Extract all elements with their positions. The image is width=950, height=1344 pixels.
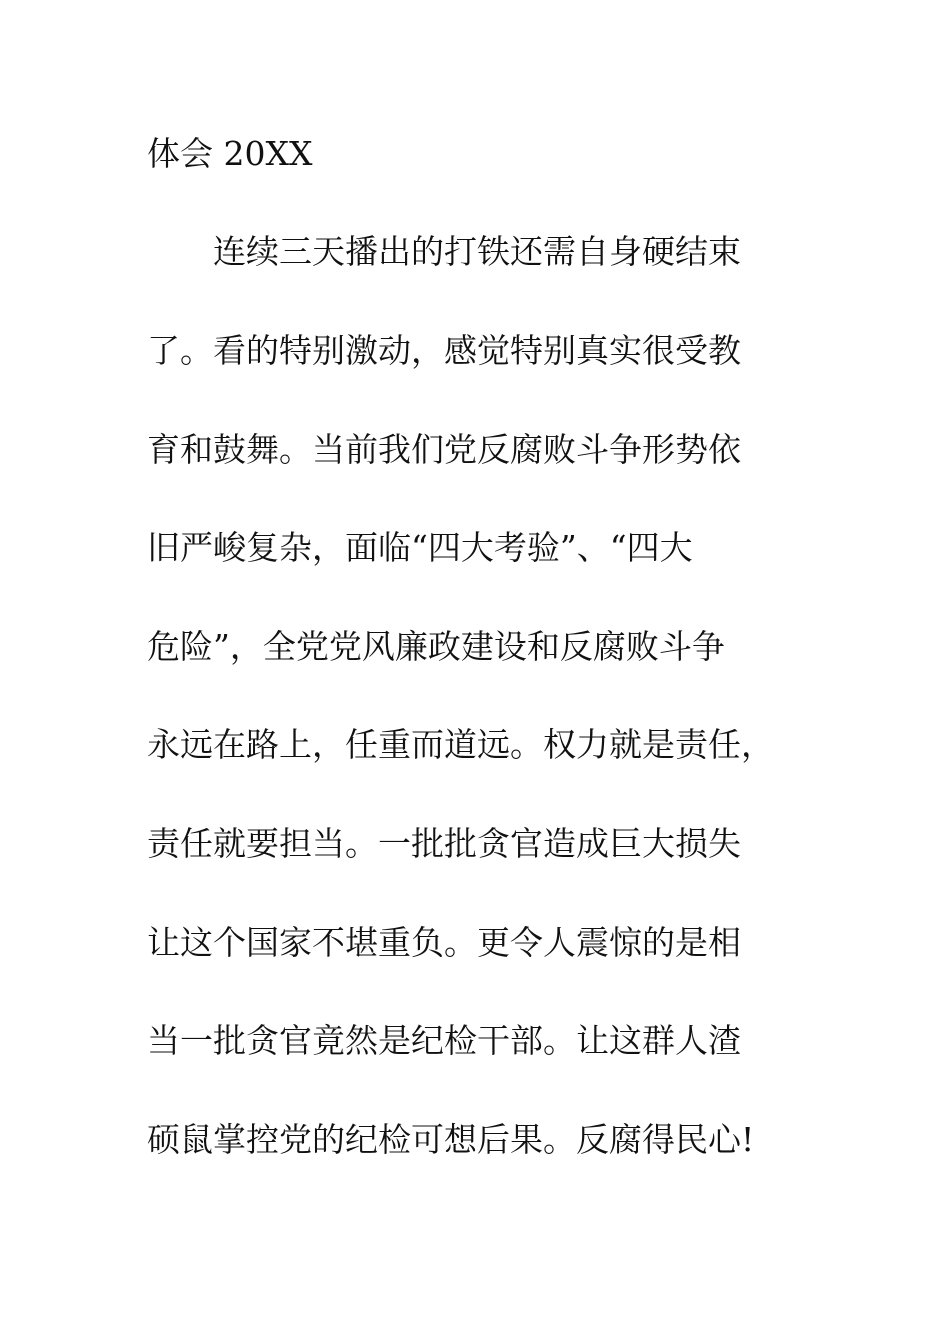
paragraph-line-5: 危险”，全党党风廉政建设和反腐败斗争 — [147, 627, 725, 666]
heading-line: 体会 20XX — [147, 134, 313, 173]
paragraph-line-4: 旧严峻复杂，面临“四大考验”、“四大 — [147, 528, 693, 567]
paragraph-line-7: 责任就要担当。一批批贪官造成巨大损失 — [147, 824, 741, 863]
paragraph-line-8: 让这个国家不堪重负。更令人震惊的是相 — [147, 923, 741, 962]
paragraph-line-9: 当一批贪官竟然是纪检干部。让这群人渣 — [147, 1021, 741, 1060]
paragraph-line-1: 连续三天播出的打铁还需自身硬结束 — [213, 232, 741, 271]
paragraph-line-10: 硕鼠掌控党的纪检可想后果。反腐得民心! — [147, 1120, 755, 1159]
paragraph-line-6: 永远在路上，任重而道远。权力就是责任， — [147, 725, 774, 764]
paragraph-line-2: 了。看的特别激动，感觉特别真实很受教 — [147, 331, 741, 370]
paragraph-line-3: 育和鼓舞。当前我们党反腐败斗争形势依 — [147, 430, 741, 469]
